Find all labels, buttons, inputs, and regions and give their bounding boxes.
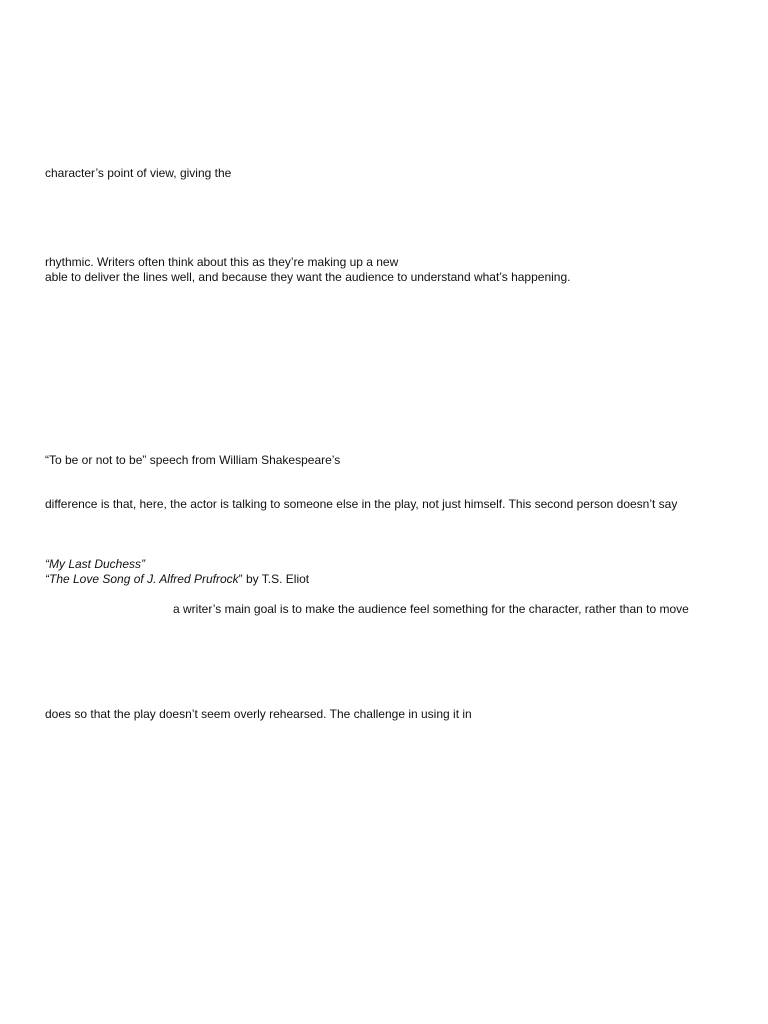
text-line-deliver-lines: able to deliver the lines well, and because they want the audience to understand what’s happening. xyxy=(45,270,571,284)
text-line-to-be-or-not: “To be or not to be” speech from William Shakespeare’s xyxy=(45,453,341,467)
text-line-point-of-view: character’s point of view, giving the xyxy=(45,166,232,180)
text-line-my-last-duchess: “My Last Duchess” xyxy=(45,557,146,571)
text-line-writers-goal: a writer’s main goal is to make the audience feel something for the character, rather than to move xyxy=(173,602,689,616)
text-line-prufrock xyxy=(45,572,309,586)
prufrock-title: “The Love Song of J. Alfred Prufrock xyxy=(45,572,239,586)
text-line-rhythmic: rhythmic. Writers often think about this as they’re making up a new xyxy=(45,255,399,269)
text-line-rehearsed: does so that the play doesn’t seem overly rehearsed. The challenge in using it in xyxy=(45,707,472,721)
text-line-difference: difference is that, here, the actor is talking to someone else in the play, not just himself. This second person doesn’t say xyxy=(45,497,678,511)
prufrock-author: ” by T.S. Eliot xyxy=(238,572,310,586)
